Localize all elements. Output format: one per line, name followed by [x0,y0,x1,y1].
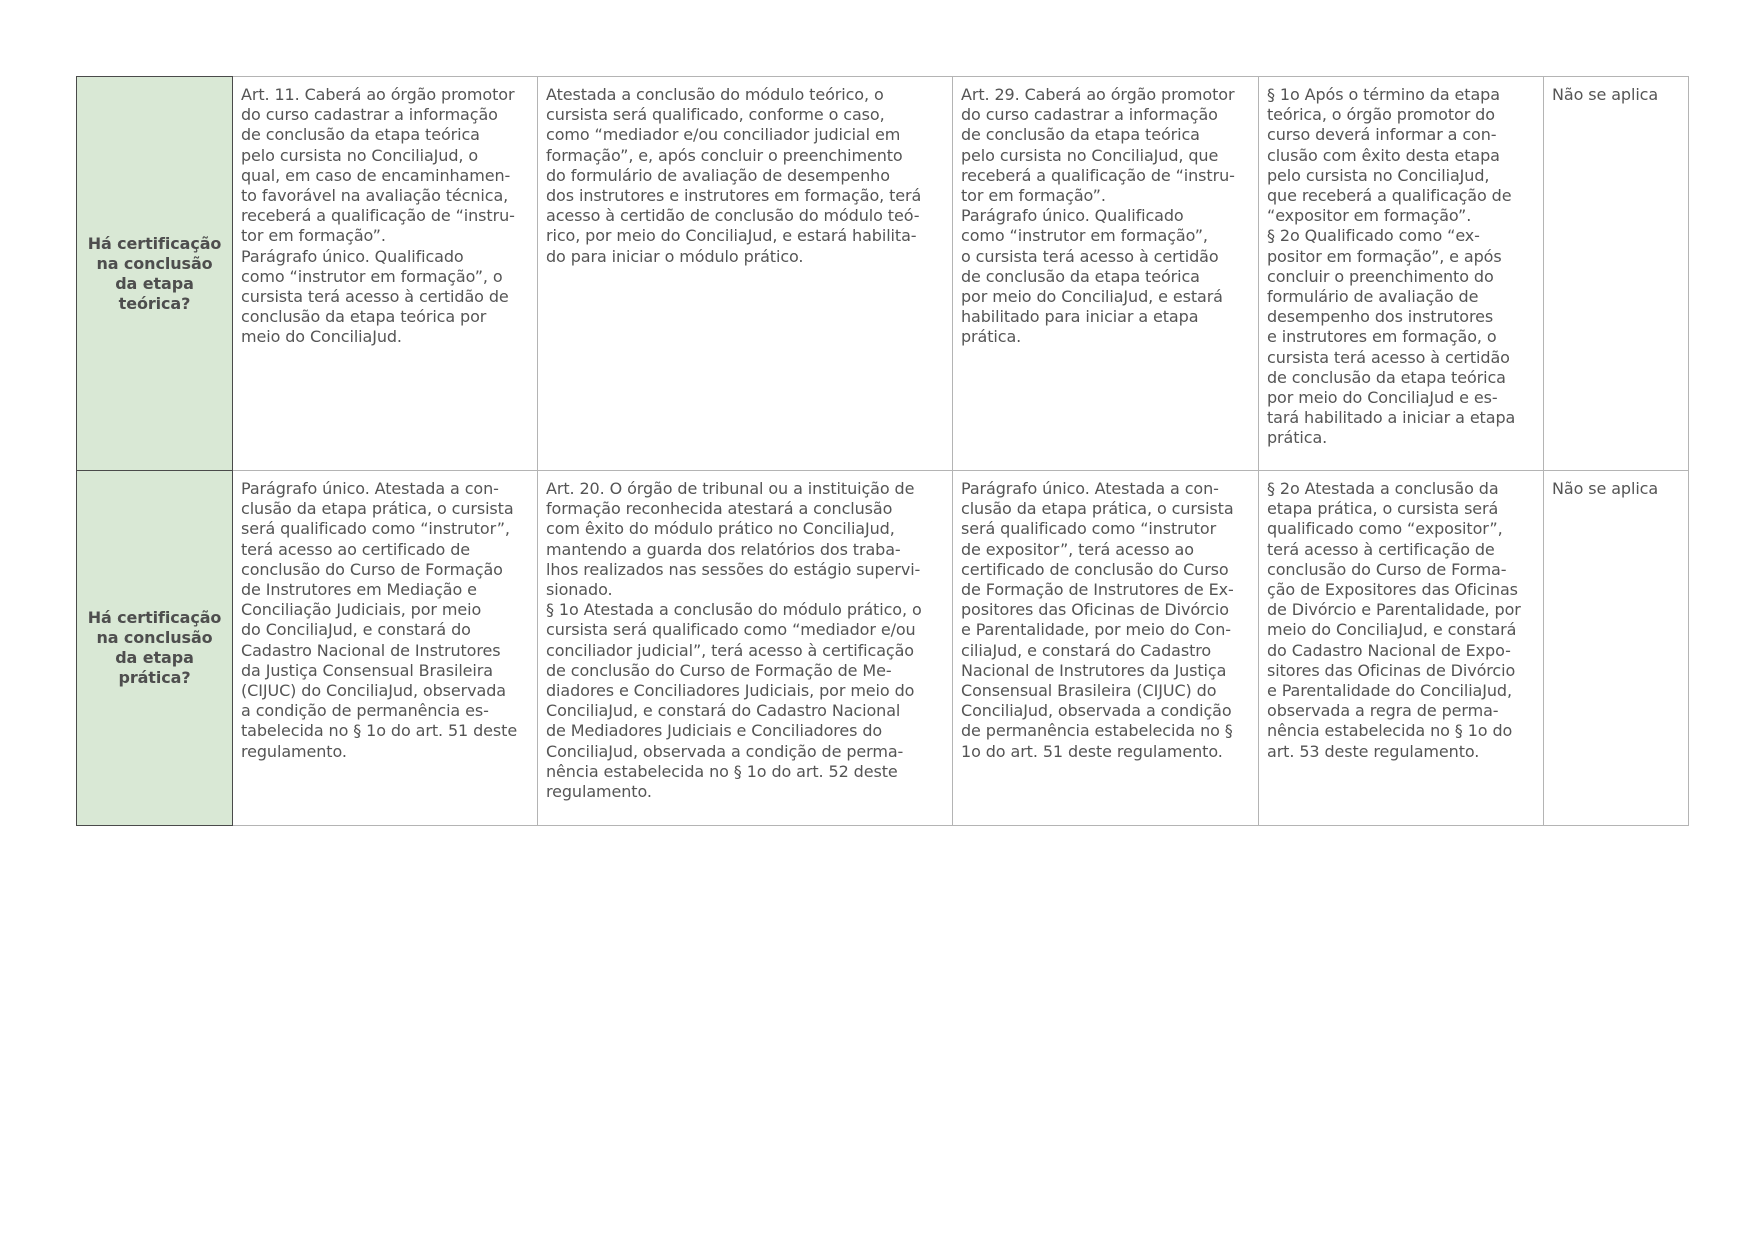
table-cell: Parágrafo único. Atestada a con- clusão da etapa prática, o cursista será qualificado como “instrutor”, terá acesso ao certificado de conclusão do Curso de Formação de Instrutores em Mediação e Conciliação Judiciais, por meio do ConciliaJud, e constará do Cadastro Nacional de Instrutores da Justiça Consensual Brasileira (CIJUC) do ConciliaJud, observada a condição de permanência es- tabelecida no § 1o do art. 51 deste regulamento. [233,471,538,826]
table-cell: Art. 29. Caberá ao órgão promotor do curso cadastrar a informação de conclusão da etapa teórica pelo cursista no ConciliaJud, que receberá a qualificação de “instru- tor em formação”. Parágrafo único. Qualificado como “instrutor em formação”, o cursista terá acesso à certidão de conclusão da etapa teórica por meio do ConciliaJud, e estará habilitado para iniciar a etapa prática. [953,77,1259,471]
row-header-practical-certification: Há certificação na conclusão da etapa prática? [77,471,233,826]
table-cell: Parágrafo único. Atestada a con- clusão da etapa prática, o cursista será qualificado como “instrutor de expositor”, terá acesso ao certificado de conclusão do Curso de Formação de Instrutores de Ex- positores das Oficinas de Divórcio e Parentalidade, por meio do Con- ciliaJud, e constará do Cadastro Nacional de Instrutores da Justiça Consensual Brasileira (CIJUC) do ConciliaJud, observada a condição de permanência estabelecida no § 1o do art. 51 deste regulamento. [953,471,1259,826]
table-cell: Art. 11. Caberá ao órgão promotor do curso cadastrar a informação de conclusão da etapa teórica pelo cursista no ConciliaJud, o qual, em caso de encaminhamen- to favorável na avaliação técnica, receberá a qualificação de “instru- tor em formação”. Parágrafo único. Qualificado como “instrutor em formação”, o cursista terá acesso à certidão de conclusão da etapa teórica por meio do ConciliaJud. [233,77,538,471]
table-cell: Art. 20. O órgão de tribunal ou a instituição de formação reconhecida atestará a conclusão com êxito do módulo prático no ConciliaJud, mantendo a guarda dos relatórios dos traba- lhos realizados nas sessões do estágio supervi- sionado. § 1o Atestada a conclusão do módulo prático, o cursista será qualificado como “mediador e/ou conciliador judicial”, terá acesso à certificação de conclusão do Curso de Formação de Me- diadores e Conciliadores Judiciais, por meio do ConciliaJud, e constará do Cadastro Nacional de Mediadores Judiciais e Conciliadores do ConciliaJud, observada a condição de perma- nência estabelecida no § 1o do art. 52 deste regulamento. [538,471,953,826]
table-row [77,77,1689,471]
row-header-theoretical-certification: Há certificação na conclusão da etapa teórica? [77,77,233,471]
table-cell: Atestada a conclusão do módulo teórico, o cursista será qualificado, conforme o caso, como “mediador e/ou conciliador judicial em formação”, e, após concluir o preenchimento do formulário de avaliação de desempenho dos instrutores e instrutores em formação, terá acesso à certidão de conclusão do módulo teó- rico, por meio do ConciliaJud, e estará habilita- do para iniciar o módulo prático. [538,77,953,471]
table-cell: § 1o Após o término da etapa teórica, o órgão promotor do curso deverá informar a con- clusão com êxito desta etapa pelo cursista no ConciliaJud, que receberá a qualificação de “expositor em formação”. § 2o Qualificado como “ex- positor em formação”, e após concluir o preenchimento do formulário de avaliação de desempenho dos instrutores e instrutores em formação, o cursista terá acesso à certidão de conclusão da etapa teórica por meio do ConciliaJud e es- tará habilitado a iniciar a etapa prática. [1259,77,1544,471]
table-cell: Não se aplica [1544,471,1689,826]
table-cell: § 2o Atestada a conclusão da etapa prática, o cursista será qualificado como “expositor”, terá acesso à certificação de conclusão do Curso de Forma- ção de Expositores das Oficinas de Divórcio e Parentalidade, por meio do ConciliaJud, e constará do Cadastro Nacional de Expo- sitores das Oficinas de Divórcio e Parentalidade do ConciliaJud, observada a regra de perma- nência estabelecida no § 1o do art. 53 deste regulamento. [1259,471,1544,826]
table-row [77,471,1689,826]
table-cell: Não se aplica [1544,77,1689,471]
comparison-table [76,76,1689,826]
